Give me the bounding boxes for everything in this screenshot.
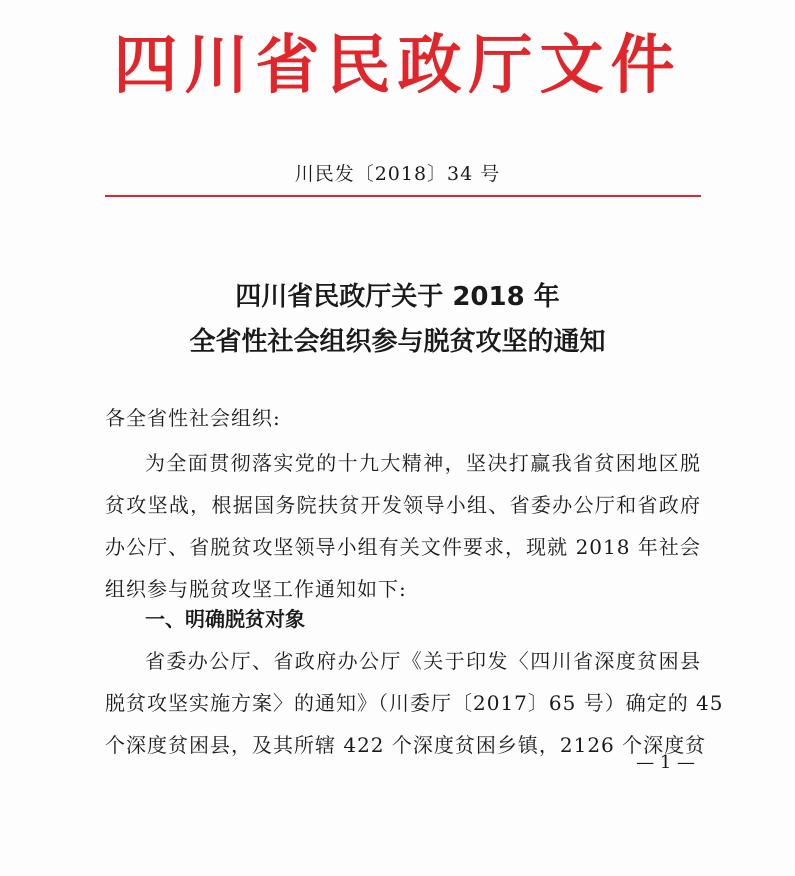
page-number: — 1 — [636,752,695,773]
title-line-2: 全省性社会组织参与脱贫攻坚的通知 [189,327,606,357]
paragraph2-line: 省委办公厅、省政府办公厅《关于印发〈四川省深度贫困县 [145,649,701,673]
salutation: 各全省性社会组织: [105,406,281,430]
paragraph2-line: 个深度贫困县，及其所辖 422 个深度贫困乡镇，2126 个深度贫 [105,733,707,757]
red-divider-line [105,195,701,197]
masthead-title: 四川省民政厅文件 [113,29,682,103]
section-heading: 一、明确脱贫对象 [145,607,305,631]
paragraph1-line: 贫攻坚战，根据国务院扶贫开发领导小组、省委办公厅和省政府 [105,493,701,517]
document-number: 川民发〔2018〕34 号 [294,163,501,185]
paragraph2-line: 脱贫攻坚实施方案〉的通知》（川委厅〔2017〕65 号）确定的 45 [105,691,724,715]
paragraph1-line: 为全面贯彻落实党的十九大精神，坚决打赢我省贫困地区脱 [145,451,701,475]
paragraph1-line: 办公厅、省脱贫攻坚领导小组有关文件要求，现就 2018 年社会 [105,535,701,559]
title-line-1: 四川省民政厅关于 2018 年 [235,282,560,312]
paragraph1-line: 组织参与脱贫攻坚工作通知如下: [105,577,407,601]
